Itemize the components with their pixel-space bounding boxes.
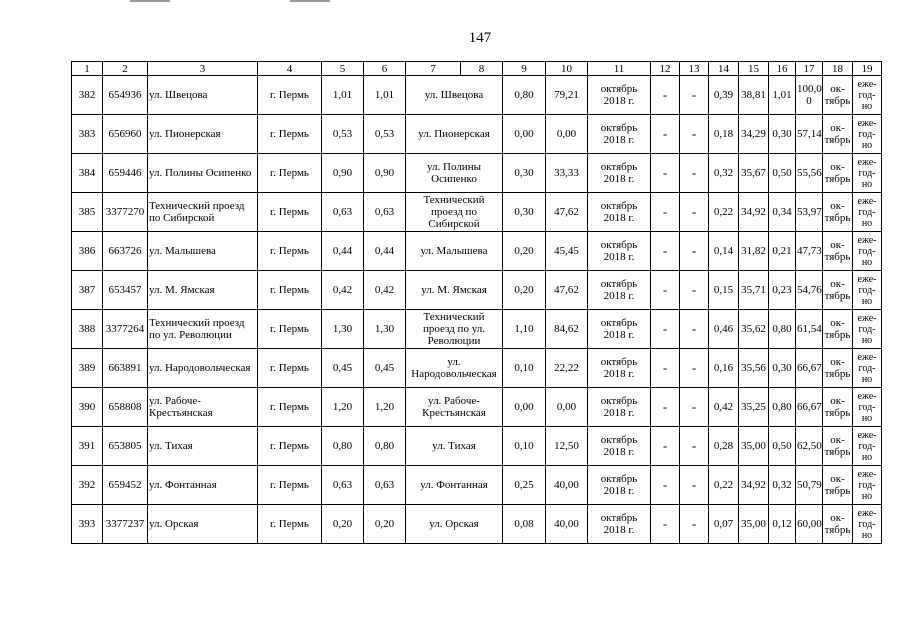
object-code-cell: 663891 <box>103 349 148 388</box>
value-cell: 0,50 <box>769 154 796 193</box>
city-cell: г. Пермь <box>258 427 322 466</box>
dash-cell: - <box>651 76 680 115</box>
table-row <box>72 505 882 544</box>
month-cell: ок- тябрь <box>823 232 853 271</box>
dash-cell: - <box>680 388 709 427</box>
percent-cell: 66,67 <box>796 349 823 388</box>
length-cell: 0,63 <box>364 466 406 505</box>
section-name-cell: ул. Орская <box>406 505 503 544</box>
percent-cell: 31,82 <box>739 232 769 271</box>
frequency-cell: еже- год- но <box>853 76 882 115</box>
value-cell: 0,42 <box>709 388 739 427</box>
percent-cell: 55,56 <box>796 154 823 193</box>
frequency-cell: еже- год- но <box>853 349 882 388</box>
date-cell: октябрь 2018 г. <box>588 232 651 271</box>
table-row <box>72 388 882 427</box>
value-cell: 0,46 <box>709 310 739 349</box>
header-cell: 18 <box>823 62 853 76</box>
value-cell: 0,30 <box>503 193 546 232</box>
date-cell: октябрь 2018 г. <box>588 271 651 310</box>
object-code-cell: 3377270 <box>103 193 148 232</box>
length-cell: 0,63 <box>322 466 364 505</box>
object-code-cell: 658808 <box>103 388 148 427</box>
street-name-cell: ул. М. Ямская <box>148 271 258 310</box>
object-code-cell: 659452 <box>103 466 148 505</box>
header-cell: 3 <box>148 62 258 76</box>
dash-cell: - <box>651 271 680 310</box>
city-cell: г. Пермь <box>258 193 322 232</box>
dash-cell: - <box>680 271 709 310</box>
table-row <box>72 193 882 232</box>
length-cell: 0,42 <box>364 271 406 310</box>
length-cell: 0,42 <box>322 271 364 310</box>
value-cell: 1,10 <box>503 310 546 349</box>
header-cell: 10 <box>546 62 588 76</box>
value-cell: 0,15 <box>709 271 739 310</box>
object-code-cell: 3377237 <box>103 505 148 544</box>
month-cell: ок- тябрь <box>823 76 853 115</box>
section-name-cell: ул. Народовольческая <box>406 349 503 388</box>
percent-cell: 50,79 <box>796 466 823 505</box>
percent-cell: 33,33 <box>546 154 588 193</box>
row-number-cell: 389 <box>72 349 103 388</box>
length-cell: 1,01 <box>322 76 364 115</box>
street-name-cell: Технический проезд по Сибирской <box>148 193 258 232</box>
dash-cell: - <box>651 310 680 349</box>
frequency-cell: еже- год- но <box>853 505 882 544</box>
length-cell: 0,63 <box>364 193 406 232</box>
length-cell: 1,20 <box>322 388 364 427</box>
length-cell: 0,44 <box>322 232 364 271</box>
value-cell: 0,00 <box>503 115 546 154</box>
dash-cell: - <box>651 154 680 193</box>
date-cell: октябрь 2018 г. <box>588 193 651 232</box>
row-number-cell: 385 <box>72 193 103 232</box>
street-name-cell: ул. Орская <box>148 505 258 544</box>
row-number-cell: 386 <box>72 232 103 271</box>
value-cell: 0,08 <box>503 505 546 544</box>
street-name-cell: ул. Фонтанная <box>148 466 258 505</box>
dash-cell: - <box>651 349 680 388</box>
city-cell: г. Пермь <box>258 232 322 271</box>
city-cell: г. Пермь <box>258 388 322 427</box>
month-cell: ок- тябрь <box>823 154 853 193</box>
month-cell: ок- тябрь <box>823 505 853 544</box>
frequency-cell: еже- год- но <box>853 388 882 427</box>
city-cell: г. Пермь <box>258 271 322 310</box>
frequency-cell: еже- год- но <box>853 115 882 154</box>
row-number-cell: 391 <box>72 427 103 466</box>
header-row <box>72 62 882 76</box>
street-name-cell: ул. Малышева <box>148 232 258 271</box>
percent-cell: 35,25 <box>739 388 769 427</box>
month-cell: ок- тябрь <box>823 310 853 349</box>
percent-cell: 100,0 0 <box>796 76 823 115</box>
frequency-cell: еже- год- но <box>853 427 882 466</box>
value-cell: 0,18 <box>709 115 739 154</box>
value-cell: 0,30 <box>769 349 796 388</box>
length-cell: 0,63 <box>322 193 364 232</box>
percent-cell: 47,73 <box>796 232 823 271</box>
section-name-cell: ул. Фонтанная <box>406 466 503 505</box>
value-cell: 0,30 <box>769 115 796 154</box>
value-cell: 0,21 <box>769 232 796 271</box>
percent-cell: 84,62 <box>546 310 588 349</box>
section-name-cell: Технический проезд по Сибирской <box>406 193 503 232</box>
value-cell: 1,01 <box>769 76 796 115</box>
percent-cell: 0,00 <box>546 388 588 427</box>
dash-cell: - <box>680 310 709 349</box>
length-cell: 0,45 <box>364 349 406 388</box>
row-number-cell: 387 <box>72 271 103 310</box>
percent-cell: 35,62 <box>739 310 769 349</box>
value-cell: 0,20 <box>503 271 546 310</box>
table-row <box>72 427 882 466</box>
table-row <box>72 310 882 349</box>
dash-cell: - <box>651 388 680 427</box>
month-cell: ок- тябрь <box>823 271 853 310</box>
header-cell: 12 <box>651 62 680 76</box>
value-cell: 0,23 <box>769 271 796 310</box>
dash-cell: - <box>680 115 709 154</box>
header-cell: 7 <box>406 62 461 76</box>
month-cell: ок- тябрь <box>823 388 853 427</box>
percent-cell: 61,54 <box>796 310 823 349</box>
value-cell: 0,16 <box>709 349 739 388</box>
frequency-cell: еже- год- но <box>853 466 882 505</box>
percent-cell: 57,14 <box>796 115 823 154</box>
dash-cell: - <box>680 427 709 466</box>
street-name-cell: ул. Рабоче-Крестьянская <box>148 388 258 427</box>
dash-cell: - <box>680 505 709 544</box>
object-code-cell: 656960 <box>103 115 148 154</box>
percent-cell: 22,22 <box>546 349 588 388</box>
percent-cell: 62,50 <box>796 427 823 466</box>
percent-cell: 45,45 <box>546 232 588 271</box>
header-cell: 14 <box>709 62 739 76</box>
percent-cell: 34,29 <box>739 115 769 154</box>
header-cell: 17 <box>796 62 823 76</box>
percent-cell: 12,50 <box>546 427 588 466</box>
value-cell: 0,12 <box>769 505 796 544</box>
frequency-cell: еже- год- но <box>853 193 882 232</box>
street-name-cell: Технический проезд по ул. Революции <box>148 310 258 349</box>
date-cell: октябрь 2018 г. <box>588 310 651 349</box>
length-cell: 0,80 <box>364 427 406 466</box>
value-cell: 0,30 <box>503 154 546 193</box>
page-number: 147 <box>468 30 492 46</box>
date-cell: октябрь 2018 г. <box>588 349 651 388</box>
section-name-cell: ул. М. Ямская <box>406 271 503 310</box>
street-name-cell: ул. Тихая <box>148 427 258 466</box>
city-cell: г. Пермь <box>258 349 322 388</box>
table-row <box>72 115 882 154</box>
length-cell: 0,20 <box>322 505 364 544</box>
month-cell: ок- тябрь <box>823 466 853 505</box>
header-cell: 8 <box>461 62 503 76</box>
street-name-cell: ул. Народовольческая <box>148 349 258 388</box>
city-cell: г. Пермь <box>258 76 322 115</box>
value-cell: 0,25 <box>503 466 546 505</box>
table-row <box>72 232 882 271</box>
value-cell: 0,39 <box>709 76 739 115</box>
value-cell: 0,00 <box>503 388 546 427</box>
section-name-cell: ул. Рабоче-Крестьянская <box>406 388 503 427</box>
row-number-cell: 393 <box>72 505 103 544</box>
scan-top-edge-right <box>290 0 330 2</box>
date-cell: октябрь 2018 г. <box>588 388 651 427</box>
value-cell: 0,07 <box>709 505 739 544</box>
row-number-cell: 390 <box>72 388 103 427</box>
percent-cell: 35,00 <box>739 427 769 466</box>
value-cell: 0,50 <box>769 427 796 466</box>
percent-cell: 66,67 <box>796 388 823 427</box>
city-cell: г. Пермь <box>258 154 322 193</box>
length-cell: 1,20 <box>364 388 406 427</box>
dash-cell: - <box>680 76 709 115</box>
table-row <box>72 154 882 193</box>
scan-top-edge-left <box>130 0 170 2</box>
value-cell: 0,28 <box>709 427 739 466</box>
percent-cell: 40,00 <box>546 505 588 544</box>
table-row <box>72 271 882 310</box>
length-cell: 0,80 <box>322 427 364 466</box>
date-cell: октябрь 2018 г. <box>588 154 651 193</box>
dash-cell: - <box>651 505 680 544</box>
header-cell: 15 <box>739 62 769 76</box>
percent-cell: 34,92 <box>739 466 769 505</box>
frequency-cell: еже- год- но <box>853 232 882 271</box>
percent-cell: 35,00 <box>739 505 769 544</box>
header-cell: 19 <box>853 62 882 76</box>
date-cell: октябрь 2018 г. <box>588 466 651 505</box>
row-number-cell: 382 <box>72 76 103 115</box>
percent-cell: 35,71 <box>739 271 769 310</box>
date-cell: октябрь 2018 г. <box>588 76 651 115</box>
city-cell: г. Пермь <box>258 310 322 349</box>
percent-cell: 0,00 <box>546 115 588 154</box>
value-cell: 0,20 <box>503 232 546 271</box>
length-cell: 1,01 <box>364 76 406 115</box>
object-code-cell: 653457 <box>103 271 148 310</box>
value-cell: 0,22 <box>709 466 739 505</box>
value-cell: 0,14 <box>709 232 739 271</box>
dash-cell: - <box>651 193 680 232</box>
row-number-cell: 392 <box>72 466 103 505</box>
city-cell: г. Пермь <box>258 466 322 505</box>
length-cell: 1,30 <box>322 310 364 349</box>
value-cell: 0,32 <box>769 466 796 505</box>
header-cell: 11 <box>588 62 651 76</box>
value-cell: 0,10 <box>503 349 546 388</box>
percent-cell: 35,56 <box>739 349 769 388</box>
table-row <box>72 349 882 388</box>
value-cell: 0,80 <box>769 388 796 427</box>
street-name-cell: ул. Полины Осипенко <box>148 154 258 193</box>
length-cell: 0,90 <box>364 154 406 193</box>
dash-cell: - <box>680 349 709 388</box>
dash-cell: - <box>680 193 709 232</box>
percent-cell: 47,62 <box>546 271 588 310</box>
section-name-cell: ул. Полины Осипенко <box>406 154 503 193</box>
percent-cell: 79,21 <box>546 76 588 115</box>
section-name-cell: Технический проезд по ул. Революции <box>406 310 503 349</box>
date-cell: октябрь 2018 г. <box>588 427 651 466</box>
dash-cell: - <box>651 115 680 154</box>
percent-cell: 54,76 <box>796 271 823 310</box>
object-code-cell: 663726 <box>103 232 148 271</box>
object-code-cell: 653805 <box>103 427 148 466</box>
header-cell: 6 <box>364 62 406 76</box>
table-row <box>72 466 882 505</box>
row-number-cell: 383 <box>72 115 103 154</box>
section-name-cell: ул. Пионерская <box>406 115 503 154</box>
value-cell: 0,22 <box>709 193 739 232</box>
object-code-cell: 654936 <box>103 76 148 115</box>
street-name-cell: ул. Пионерская <box>148 115 258 154</box>
dash-cell: - <box>680 232 709 271</box>
frequency-cell: еже- год- но <box>853 154 882 193</box>
frequency-cell: еже- год- но <box>853 310 882 349</box>
dash-cell: - <box>651 427 680 466</box>
row-number-cell: 388 <box>72 310 103 349</box>
section-name-cell: ул. Тихая <box>406 427 503 466</box>
table-row <box>72 76 882 115</box>
object-code-cell: 659446 <box>103 154 148 193</box>
object-code-cell: 3377264 <box>103 310 148 349</box>
header-cell: 4 <box>258 62 322 76</box>
month-cell: ок- тябрь <box>823 193 853 232</box>
length-cell: 0,20 <box>364 505 406 544</box>
length-cell: 0,44 <box>364 232 406 271</box>
section-name-cell: ул. Швецова <box>406 76 503 115</box>
month-cell: ок- тябрь <box>823 115 853 154</box>
frequency-cell: еже- год- но <box>853 271 882 310</box>
month-cell: ок- тябрь <box>823 427 853 466</box>
date-cell: октябрь 2018 г. <box>588 505 651 544</box>
city-cell: г. Пермь <box>258 115 322 154</box>
header-cell: 2 <box>103 62 148 76</box>
section-name-cell: ул. Малышева <box>406 232 503 271</box>
month-cell: ок- тябрь <box>823 349 853 388</box>
length-cell: 1,30 <box>364 310 406 349</box>
dash-cell: - <box>680 154 709 193</box>
percent-cell: 35,67 <box>739 154 769 193</box>
length-cell: 0,53 <box>322 115 364 154</box>
value-cell: 0,34 <box>769 193 796 232</box>
row-number-cell: 384 <box>72 154 103 193</box>
header-cell: 9 <box>503 62 546 76</box>
header-cell: 13 <box>680 62 709 76</box>
length-cell: 0,45 <box>322 349 364 388</box>
dash-cell: - <box>651 232 680 271</box>
dash-cell: - <box>651 466 680 505</box>
city-cell: г. Пермь <box>258 505 322 544</box>
percent-cell: 60,00 <box>796 505 823 544</box>
length-cell: 0,90 <box>322 154 364 193</box>
dash-cell: - <box>680 466 709 505</box>
percent-cell: 40,00 <box>546 466 588 505</box>
data-table <box>71 61 882 544</box>
street-name-cell: ул. Швецова <box>148 76 258 115</box>
percent-cell: 47,62 <box>546 193 588 232</box>
value-cell: 0,80 <box>769 310 796 349</box>
percent-cell: 38,81 <box>739 76 769 115</box>
date-cell: октябрь 2018 г. <box>588 115 651 154</box>
percent-cell: 34,92 <box>739 193 769 232</box>
value-cell: 0,10 <box>503 427 546 466</box>
header-cell: 16 <box>769 62 796 76</box>
value-cell: 0,32 <box>709 154 739 193</box>
header-cell: 1 <box>72 62 103 76</box>
header-cell: 5 <box>322 62 364 76</box>
value-cell: 0,80 <box>503 76 546 115</box>
length-cell: 0,53 <box>364 115 406 154</box>
percent-cell: 53,97 <box>796 193 823 232</box>
